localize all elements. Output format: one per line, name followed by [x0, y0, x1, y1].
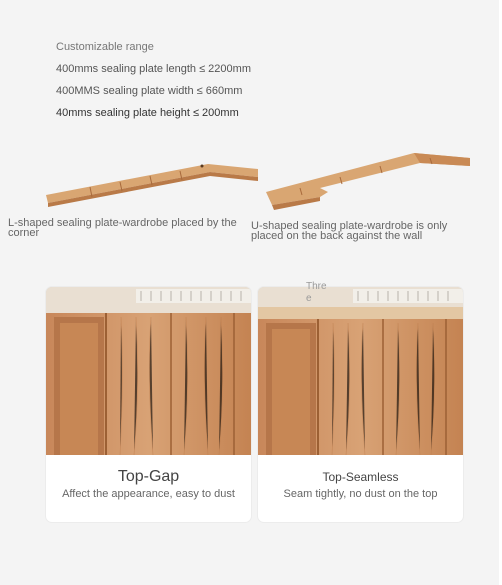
u-shaped-caption: U-shaped sealing plate-wardrobe is only placed on the back against the wall: [251, 220, 448, 242]
spec-length: 400mms sealing plate length ≤ 2200mm: [56, 63, 251, 75]
top-gap-photo: [46, 287, 251, 455]
u-shaped-plate-image: [260, 150, 475, 215]
spec-title: Customizable range: [56, 41, 154, 53]
l-shaped-caption: L-shaped sealing plate-wardrobe placed by the corner: [8, 217, 237, 239]
top-seamless-photo: [258, 287, 463, 455]
top-seamless-subtitle: Seam tightly, no dust on the top: [283, 488, 438, 500]
top-seamless-title: Top-Seamless: [322, 470, 399, 484]
top-seamless-card: [258, 287, 463, 522]
spec-height: 40mms sealing plate height ≤ 200mm: [56, 107, 239, 119]
spec-list: [56, 36, 251, 124]
l-shaped-plate-image: [40, 155, 265, 210]
overlay-label: Thre e: [306, 281, 327, 304]
top-gap-subtitle: Affect the appearance, easy to dust: [62, 488, 235, 500]
top-gap-card: [46, 287, 251, 522]
top-gap-title: Top-Gap: [117, 468, 180, 485]
spec-width: 400MMS sealing plate width ≤ 660mm: [56, 85, 243, 97]
